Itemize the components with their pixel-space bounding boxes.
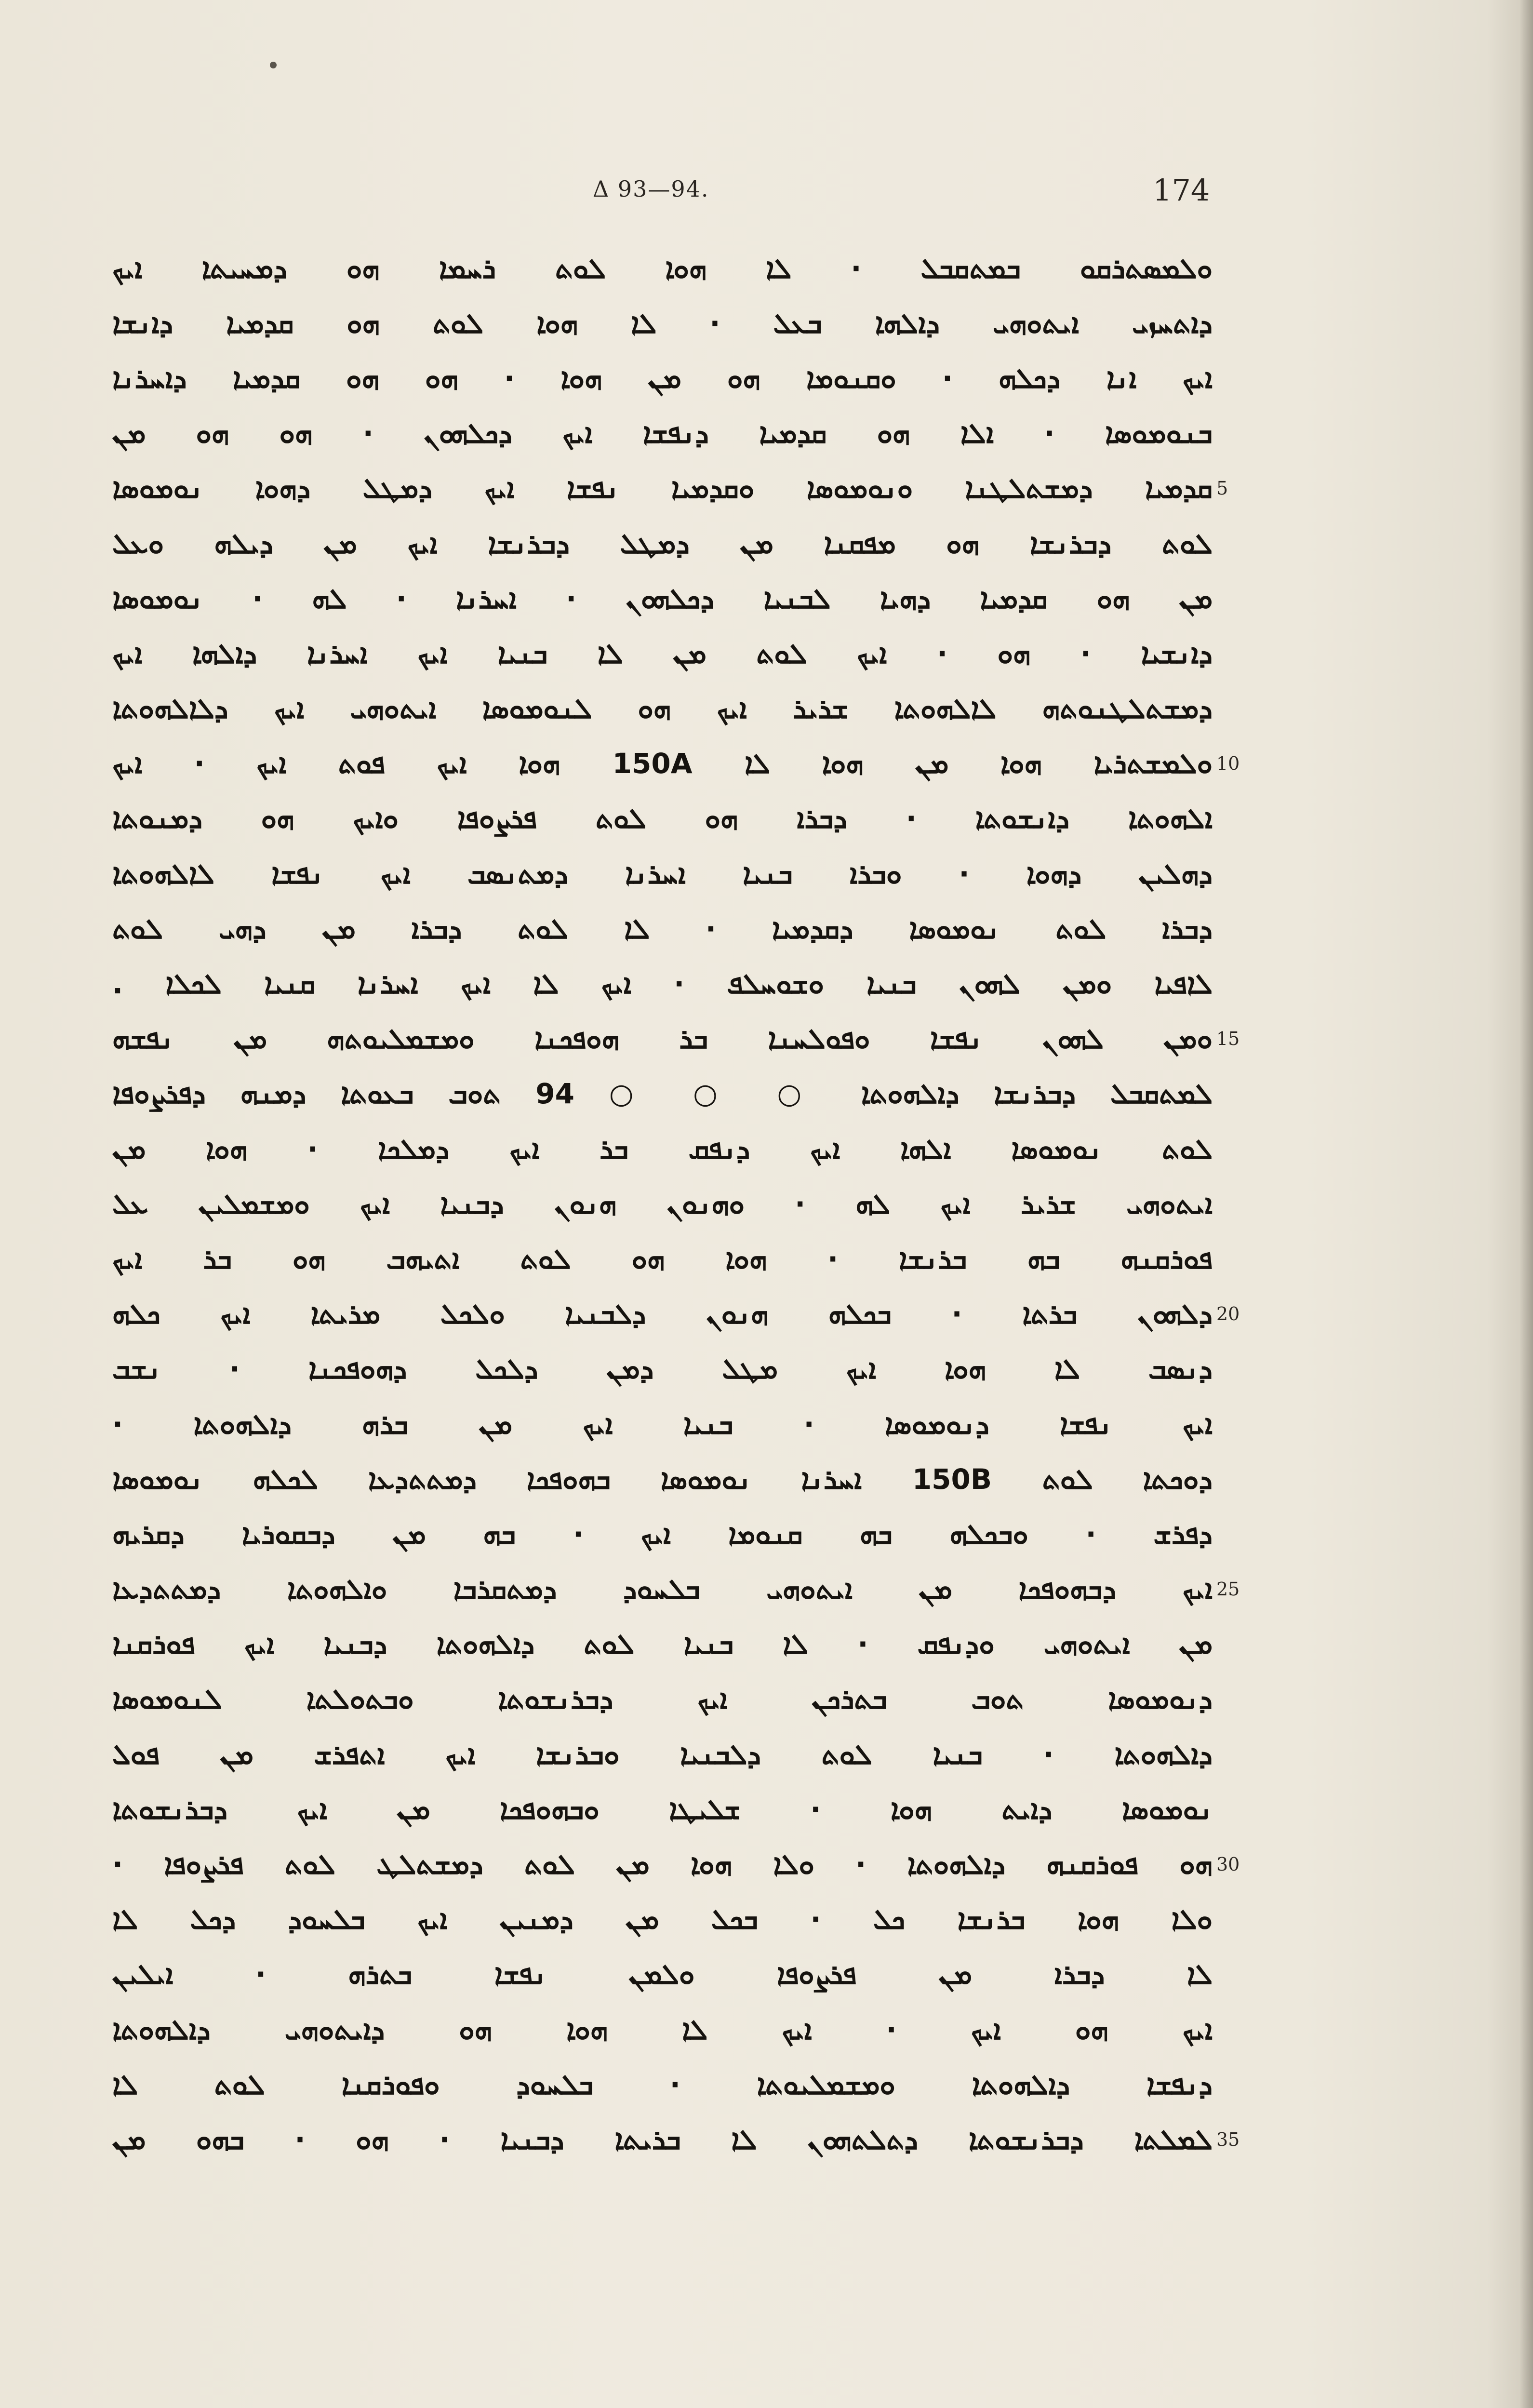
text-line — [112, 1562, 1213, 1617]
text-line-content: ܡܢ ܐܝܬܘܗܝ ܘܕܢܦܩ · ܠܐ ܒܢܝܐ ܠܘܬ ܕܐܠܗܘܬܐ ܕܒܢܝܐ ܐܝܟ ܦܘܪܩܢܐ — [112, 1628, 1213, 1661]
text-line-content: ܕܗܠܝܢ ܕܗܘܐ · ܘܒܪܐ ܒܢܝܐ ܐܚܪܢܐ ܕܡܬܢܣܒ ܐܝܟ ܢܦܫܐ ܠܐܠܗܘܬܐ — [112, 857, 1213, 890]
text-line — [112, 1837, 1213, 1892]
text-line-content: ܢܘܡܘܣܐ ܕܐܝܬ ܗܘܐ · ܫܠܝܛܐ ܘܒܗܘܦܟܐ ܡܢ ܐܝܟ ܕܒܪܢܫܘܬܐ — [112, 1793, 1213, 1826]
text-line-content: ܡܢ ܗܘ ܩܕܡܝܐ ܕܗܝܐ ܠܒܢܝܐ ܕܟܠܗܘܢ · ܐܚܪܢܐ · ܠܗ · ܢܘܡܘܣܐ — [112, 582, 1213, 615]
line-number: 10 — [1216, 752, 1240, 774]
text-line — [112, 1342, 1213, 1397]
text-line-content: ܕܐܬܚܙܝ ܐܝܬܘܗܝ ܕܐܠܗܐ ܒܥܠ · ܠܐ ܗܘܐ ܠܘܬ ܗܘ ܩܕܡܝܐ ܕܐܢܫܐ — [112, 307, 1213, 340]
text-line — [112, 406, 1213, 461]
text-line-content: ܐܠܗܘܬܐ ܕܐܢܫܘܬܐ · ܕܒܪܐ ܗܘ ܠܘܬ ܦܪܨܘܦܐ ܘܐܝܟ ܗܘ ܕܡܢܘܬܐ — [112, 802, 1213, 835]
text-line — [112, 1067, 1213, 1122]
text-line-content: ܘܠܡܫܬܪܝܐ ܗܘܐ ܡܢ ܗܘܐ ܠܐ 150A ܗܘܐ ܐܝܟ ܦܘܬ ܐܝܟ · ܐܝܟ — [112, 747, 1213, 780]
text-line — [112, 846, 1213, 901]
page-number: 174 — [1153, 173, 1210, 208]
text-line — [112, 736, 1213, 791]
text-line-content: ܐܝܬܘܗܝ ܫܪܝܪ ܐܝܟ ܠܗ · ܘܗܢܘܢ ܗܢܘܢ ܕܒܢܝܐ ܐܝܟ ܘܡܫܡܠܝܢ ܥܠ — [112, 1187, 1213, 1220]
line-number: 30 — [1216, 1853, 1240, 1875]
text-line-content: ܗܘ ܦܘܪܩܢܗ ܕܐܠܗܘܬܐ · ܘܠܐ ܗܘܐ ܡܢ ܠܘܬ ܕܡܫܬܠܛ ܠܘܬ ܦܪܨܘܦܐ · — [112, 1848, 1213, 1881]
text-line-content: ܩܕܡܝܐ ܕܡܫܬܠܛܢܐ ܘܢܘܡܘܣܐ ܘܩܕܡܝܐ ܢܦܫܐ ܐܝܟ ܕܡܛܠ ܕܗܘܐ ܢܘܡܘܣܐ — [112, 472, 1213, 505]
text-line-content: ܘܠܡܣܬܪܩܘ ܒܡܬܩܒܠ · ܠܐ ܗܘܐ ܠܘܬ ܪܚܡܐ ܗܘ ܕܡܚܝܬܐ ܐܝܟ — [112, 252, 1213, 285]
text-line-content: ܠܡܬܩܒܠ ܕܒܪܢܫܐ ܕܐܠܗܘܬܐ ○ ○ ○ 94 ܬܘܒ ܒܥܘܬܐ ܕܡܢܗ ܕܦܪܨܘܦܐ — [112, 1077, 1213, 1110]
text-line — [112, 1397, 1213, 1452]
text-line-content: ܕܐܢܫܝܐ · ܗܘ · ܐܝܟ ܠܘܬ ܡܢ ܠܐ ܒܢܝܐ ܐܝܟ ܐܚܪܢܐ ܕܐܠܗܐ ܐܝܟ — [112, 637, 1213, 670]
text-line — [112, 1727, 1213, 1782]
text-line-content: ܐܝܟ ܕܒܗܘܦܟܐ ܡܢ ܐܝܬܘܗܝ ܒܠܚܘܕ ܕܡܬܩܪܒܐ ܘܐܠܗܘܬܐ ܕܡܬܬܕܥܐ — [112, 1573, 1213, 1606]
text-line-content: ܠܘܬ ܢܘܡܘܣܐ ܐܠܗܐ ܐܝܟ ܕܢܦܩ ܒܪ ܐܝܟ ܕܡܠܟܐ · ܗܘܐ ܡܢ — [112, 1132, 1213, 1165]
text-line — [112, 1507, 1213, 1562]
text-line — [112, 2057, 1213, 2112]
text-line — [112, 1122, 1213, 1177]
line-number: 5 — [1216, 477, 1228, 499]
text-line — [112, 682, 1213, 736]
text-line-content: ܕܒܪܐ ܠܘܬ ܢܘܡܘܣܐ ܕܩܕܡܝܐ · ܠܐ ܠܘܬ ܕܒܪܐ ܡܢ ܕܗܝ ܠܘܬ — [112, 912, 1213, 945]
text-line — [112, 241, 1213, 296]
text-line — [112, 516, 1213, 571]
line-number: 25 — [1216, 1578, 1240, 1600]
text-line — [112, 1452, 1213, 1507]
text-line — [112, 1782, 1213, 1837]
book-spine-shadow — [1520, 0, 1533, 2408]
text-line-content: ܕܢܦܫܐ ܕܐܠܗܘܬܐ ܘܡܫܡܠܝܘܬܐ · ܒܠܚܘܕ ܘܦܘܪܩܢܐ ܠܘܬ ܠܐ — [112, 2068, 1213, 2101]
text-line — [112, 296, 1213, 351]
text-line — [112, 1672, 1213, 1727]
text-line — [112, 1947, 1213, 2002]
syriac-text-block — [112, 241, 1213, 2167]
text-line — [112, 2112, 1213, 2167]
text-line — [112, 571, 1213, 626]
text-line — [112, 1617, 1213, 1672]
text-line — [112, 901, 1213, 956]
text-line-content: ܕܡܫܬܠܛܢܘܬܗ ܠܐܠܗܘܬܐ ܫܪܝܪ ܐܝܟ ܗܘ ܠܢܘܡܘܣܐ ܐܝܬܘܗܝ ܐܝܟ ܕܠܐܠܗܘܬܐ — [112, 692, 1213, 725]
text-line — [112, 1892, 1213, 1947]
text-line-content: ܠܘܬ ܕܒܪܢܫܐ ܗܘ ܡܦܩܢܐ ܡܢ ܕܡܛܠ ܕܒܪܢܫܐ ܐܝܟ ܡܢ ܕܝܠܗ ܘܥܠ — [112, 527, 1213, 560]
text-line — [112, 2002, 1213, 2057]
text-line-content: ܘܡܢ ܠܗܘܢ ܢܦܫܐ ܘܦܘܠܚܢܐ ܒܪ ܗܘܦܟܢܐ ܘܡܫܡܠܝܘܬܗ ܡܢ ܢܦܫܗ — [112, 1022, 1213, 1056]
paper-speck — [270, 62, 277, 68]
text-line — [112, 461, 1213, 516]
text-line-content: ܦܘܪܩܢܗ ܒܗ ܒܪܢܫܐ · ܗܘܐ ܗܘ ܠܘܬ ܐܬܝܗܒ ܗܘ ܒܪ ܐܝܟ — [112, 1242, 1213, 1275]
text-line — [112, 1012, 1213, 1067]
text-line-content: ܒܢܘܡܘܣܐ · ܐܠܐ ܗܘ ܩܕܡܝܐ ܕܢܦܫܐ ܐܝܟ ܕܟܠܗܘܢ · ܗܘ ܗܘ ܡܢ — [112, 417, 1213, 450]
text-line — [112, 1287, 1213, 1342]
text-line — [112, 626, 1213, 681]
text-line-content: ܕܦܪܫ · ܘܒܟܠܗ ܒܗ ܩܢܘܡܐ ܐܝܟ · ܒܗ ܡܢ ܕܒܩܘܪܝܐ ܕܩܪܝܗ — [112, 1517, 1213, 1551]
text-line-content: ܕܐܠܗܘܬܐ · ܒܢܝܐ ܠܘܬ ܕܠܒܢܝܐ ܘܒܪܢܫܐ ܐܝܟ ܐܬܦܪܫ ܡܢ ܦܘܠ — [112, 1738, 1213, 1771]
text-line-content: ܐܝܟ ܐܢܐ ܕܟܠܗ · ܘܩܢܘܡܐ ܗܘ ܡܢ ܗܘܐ · ܗܘ ܗܘ ܩܕܡܝܐ ܕܐܚܪܢܐ — [112, 361, 1213, 395]
text-line — [112, 956, 1213, 1011]
line-number: 35 — [1216, 2128, 1240, 2150]
text-line-content: ܠܡܠܬܐ ܕܒܪܢܫܘܬܐ ܕܬܠܬܗܘܢ ܠܐ ܒܪܝܬܐ ܕܒܢܝܐ · ܗܘ · ܒܗܘ ܡܢ — [112, 2123, 1213, 2156]
text-line-content: ܐܝܟ ܢܦܫܐ ܕܢܘܡܘܣܐ · ܒܢܝܐ ܐܝܟ ܡܢ ܒܪܗ ܕܐܠܗܘܬܐ · — [112, 1407, 1213, 1441]
running-head: Δ 93—94. — [593, 176, 709, 202]
text-line-content: ܕܢܘܡܘܣܐ ܬܘܒ ܒܬܪܟܢ ܐܝܟ ܕܒܪܢܫܘܬܐ ܘܒܬܘܠܬܐ ܠܢܘܡܘܣܐ — [112, 1683, 1213, 1716]
text-line-content: ܕܢܣܒ ܠܐ ܗܘܐ ܐܝܟ ܡܛܠ ܕܡܢ ܕܠܟܠ ܕܗܘܦܟܢܐ · ܢܫܒ — [112, 1352, 1213, 1386]
text-line — [112, 1231, 1213, 1286]
text-line-content: ܠܐ ܕܒܪܐ ܡܢ ܦܪܨܘܦܐ ܘܠܡܢ ܢܦܫܐ ܒܬܪܗ · ܐܝܠܝܢ — [112, 1958, 1213, 1991]
text-line-content: ܠܐܦܝܐ ܘܡܢ ܠܗܘܢ ܒܢܝܐ ܘܫܘܚܠܦ · ܐܝܟ ܠܐ ܐܝܟ ܐܚܪܢܐ ܩܢܝܐ ܠܟܠܐ . — [112, 967, 1213, 1001]
text-line-content: ܐܝܟ ܗܘ ܐܝܟ · ܐܝܟ ܠܐ ܗܘܐ ܗܘ ܕܐܝܬܘܗܝ ܕܐܠܗܘܬܐ — [112, 2013, 1213, 2046]
text-line — [112, 1177, 1213, 1231]
text-line-content: ܕܘܟܬܐ ܠܘܬ 150B ܐܚܪܢܐ ܢܘܡܘܣܐ ܒܗܘܦܟܐ ܕܡܬܬܕܥܐ ܠܟܠܗ ܢܘܡܘܣܐ — [112, 1462, 1213, 1496]
line-number: 15 — [1216, 1028, 1240, 1049]
text-line-content: ܘܠܐ ܗܘܐ ܒܪܢܫܐ ܟܠ · ܒܟܠ ܡܢ ܕܡܢܝܢ ܐܝܟ ܒܠܚܘܕ ܕܟܠ ܠܐ — [112, 1903, 1213, 1936]
line-number: 20 — [1216, 1303, 1240, 1324]
text-line — [112, 791, 1213, 846]
text-line — [112, 351, 1213, 406]
text-line-content: ܕܠܗܘܢ ܒܪܬܐ · ܒܟܠܗ ܗܢܘܢ ܕܠܒܢܝܐ ܘܠܟܠ ܡܪܝܬܐ ܐܝܟ ܟܠܗ — [112, 1298, 1213, 1331]
